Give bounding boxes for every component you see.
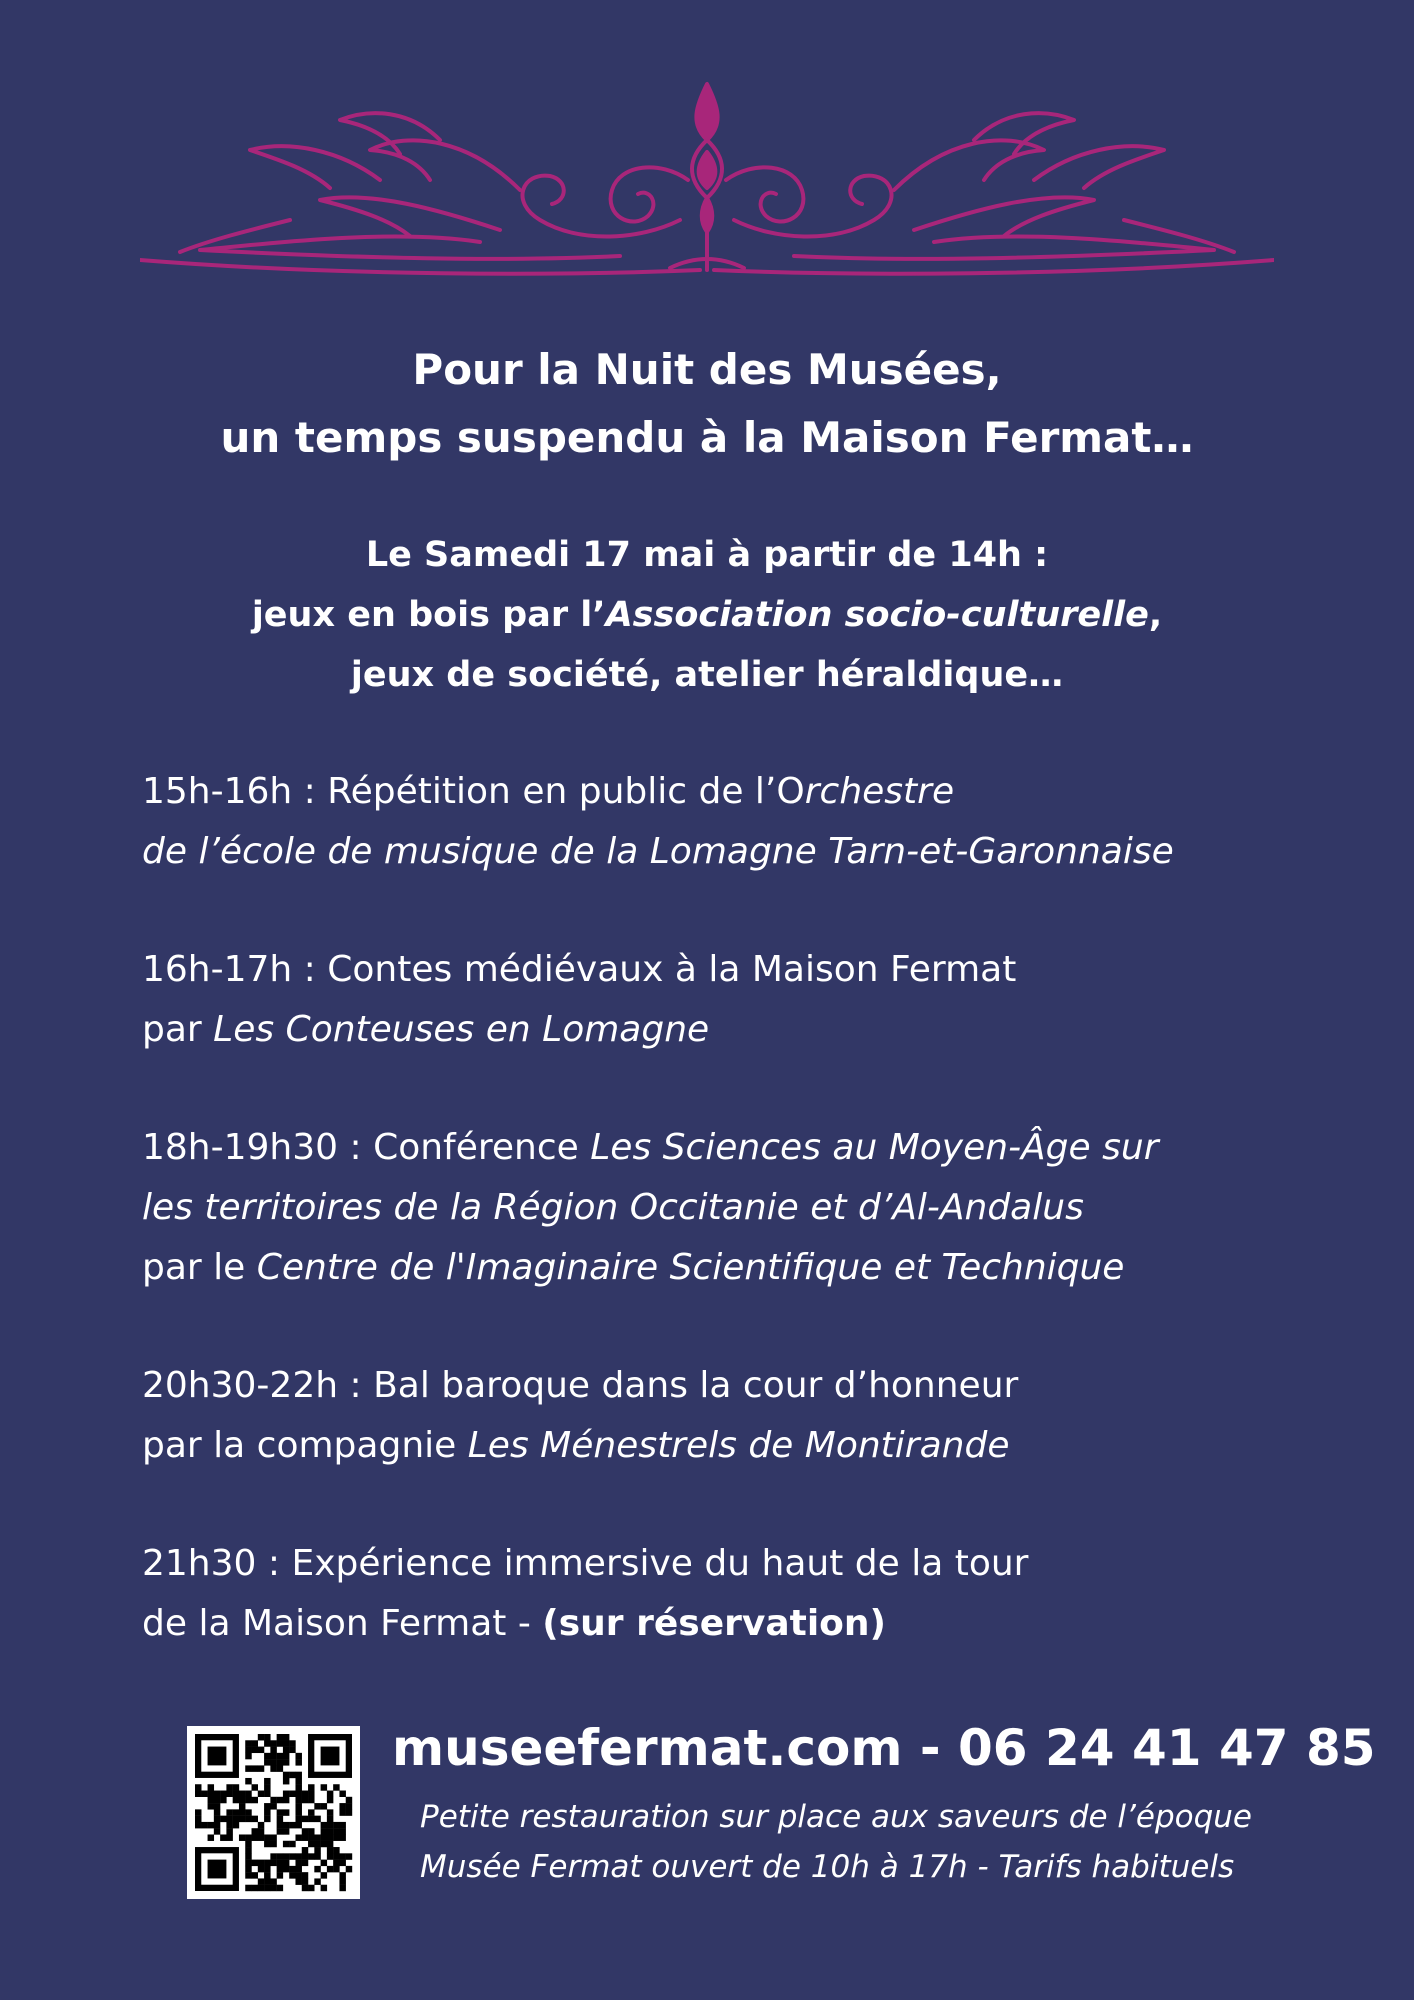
qr-module: [264, 1816, 270, 1822]
qr-module: [277, 1822, 283, 1828]
qr-module: [289, 1872, 295, 1878]
qr-module: [264, 1740, 270, 1746]
qr-module: [195, 1822, 201, 1828]
qr-module: [226, 1809, 232, 1815]
qr-module: [308, 1828, 314, 1834]
qr-module: [321, 1872, 327, 1878]
qr-module: [277, 1885, 283, 1891]
qr-module: [252, 1872, 258, 1878]
qr-module: [308, 1853, 314, 1859]
qr-module: [289, 1822, 295, 1828]
qr-module: [270, 1834, 276, 1840]
qr-module: [258, 1747, 264, 1753]
qr-module: [277, 1872, 283, 1878]
qr-module: [295, 1822, 301, 1828]
qr-module: [283, 1866, 289, 1872]
qr-module: [283, 1759, 289, 1765]
qr-module: [201, 1791, 207, 1797]
qr-module: [333, 1860, 339, 1866]
qr-module: [245, 1753, 251, 1759]
qr-module: [314, 1847, 320, 1853]
qr-module: [252, 1784, 258, 1790]
qr-code-icon[interactable]: [187, 1726, 360, 1899]
qr-module: [302, 1878, 308, 1884]
program-italic-text: Les Sciences au Moyen-Âge sur: [590, 1127, 1159, 1168]
qr-module: [302, 1885, 308, 1891]
qr-module: [252, 1740, 258, 1746]
qr-module: [314, 1866, 320, 1872]
qr-module: [295, 1772, 301, 1778]
qr-module: [239, 1803, 245, 1809]
qr-module: [346, 1797, 352, 1803]
qr-module: [233, 1791, 239, 1797]
headline-line-2: un temps suspendu à la Maison Fermat…: [220, 413, 1194, 462]
qr-module: [214, 1797, 220, 1803]
intro-line-3: jeux de société, atelier héraldique…: [350, 655, 1064, 695]
qr-module: [333, 1847, 339, 1853]
qr-module: [346, 1809, 352, 1815]
program-italic-text: Centre de l'Imaginaire Scientifique et Technique: [256, 1247, 1125, 1288]
qr-module: [245, 1885, 251, 1891]
qr-module: [308, 1797, 314, 1803]
qr-module: [277, 1753, 283, 1759]
qr-module: [283, 1822, 289, 1828]
program-item-line: de l’école de musique de la Lomagne Tarn-et-Garonnaise: [142, 831, 1174, 872]
qr-module: [239, 1791, 245, 1797]
qr-module: [245, 1834, 251, 1840]
qr-module: [346, 1853, 352, 1859]
qr-module: [252, 1885, 258, 1891]
intro-line-1: Le Samedi 17 mai à partir de 14h :: [365, 535, 1049, 575]
qr-module: [277, 1816, 283, 1822]
qr-module: [245, 1866, 251, 1872]
qr-module: [226, 1816, 232, 1822]
qr-module: [233, 1797, 239, 1803]
qr-module: [327, 1816, 333, 1822]
qr-module: [333, 1828, 339, 1834]
qr-module: [258, 1866, 264, 1872]
qr-module: [295, 1778, 301, 1784]
qr-module: [208, 1860, 227, 1879]
baroque-ornament-icon: [140, 80, 1274, 280]
program-item-line: 21h30 : Expérience immersive du haut de la tour: [142, 1543, 1029, 1584]
qr-module: [283, 1753, 289, 1759]
qr-module: [333, 1822, 339, 1828]
program-prefix-text: par la compagnie: [142, 1425, 468, 1466]
qr-module: [270, 1753, 276, 1759]
qr-module: [302, 1828, 308, 1834]
qr-module: [333, 1866, 339, 1872]
qr-module: [239, 1816, 245, 1822]
qr-module: [314, 1803, 320, 1809]
qr-module: [214, 1822, 220, 1828]
qr-module: [220, 1834, 226, 1840]
qr-module: [302, 1834, 308, 1840]
qr-module: [270, 1759, 276, 1765]
headline: [0, 336, 1414, 472]
qr-module: [277, 1740, 283, 1746]
program-prefix-text: de la Maison Fermat -: [142, 1603, 543, 1644]
qr-module: [270, 1765, 276, 1771]
qr-module: [302, 1872, 308, 1878]
qr-module: [252, 1860, 258, 1866]
qr-module: [233, 1784, 239, 1790]
qr-module: [339, 1885, 345, 1891]
program-item-line: [142, 1118, 1292, 1178]
qr-module: [308, 1841, 314, 1847]
qr-module: [302, 1816, 308, 1822]
qr-module: [295, 1784, 301, 1790]
qr-module: [339, 1809, 345, 1815]
qr-module: [226, 1828, 232, 1834]
qr-module: [346, 1803, 352, 1809]
qr-module: [327, 1809, 333, 1815]
qr-module: [208, 1822, 214, 1828]
qr-module: [245, 1747, 251, 1753]
qr-module: [214, 1809, 220, 1815]
qr-module: [264, 1753, 270, 1759]
qr-module: [295, 1809, 301, 1815]
qr-module: [295, 1834, 301, 1840]
qr-module: [327, 1834, 333, 1840]
qr-module: [270, 1740, 276, 1746]
qr-module: [333, 1784, 339, 1790]
qr-module: [327, 1822, 333, 1828]
qr-module: [252, 1765, 258, 1771]
qr-module: [245, 1847, 251, 1853]
qr-module: [195, 1784, 201, 1790]
qr-module: [283, 1860, 289, 1866]
qr-module: [208, 1791, 214, 1797]
program-item: [142, 1356, 1292, 1476]
qr-module: [321, 1747, 340, 1766]
qr-module: [252, 1816, 258, 1822]
program-item-line: 16h-17h : Contes médiévaux à la Maison Fermat: [142, 949, 1017, 990]
qr-module: [208, 1747, 227, 1766]
qr-module: [195, 1816, 201, 1822]
qr-module: [214, 1828, 220, 1834]
program-time-text: 15h-16h : Répétition en public de l’O: [142, 771, 805, 812]
qr-module: [295, 1860, 301, 1866]
qr-module: [283, 1791, 289, 1797]
qr-module: [295, 1866, 301, 1872]
qr-module: [264, 1834, 270, 1840]
qr-module: [233, 1822, 239, 1828]
qr-module: [264, 1809, 270, 1815]
qr-module: [233, 1809, 239, 1815]
qr-module: [289, 1791, 295, 1797]
qr-module: [295, 1791, 301, 1797]
qr-module: [308, 1834, 314, 1840]
association-name: Association socio-culturelle: [605, 595, 1149, 635]
qr-module: [258, 1765, 264, 1771]
qr-module: [314, 1853, 320, 1859]
qr-module: [295, 1872, 301, 1878]
qr-module: [321, 1784, 327, 1790]
qr-module: [283, 1747, 289, 1753]
qr-module: [264, 1860, 270, 1866]
program-item: [142, 762, 1292, 882]
qr-module: [295, 1816, 301, 1822]
qr-module: [283, 1797, 289, 1803]
qr-module: [339, 1791, 345, 1797]
qr-module: [327, 1853, 333, 1859]
qr-module: [245, 1740, 251, 1746]
qr-module: [270, 1878, 276, 1884]
program-item: [142, 940, 1292, 1060]
qr-module: [277, 1809, 283, 1815]
qr-module: [302, 1797, 308, 1803]
qr-module: [283, 1734, 289, 1740]
program-list: [142, 762, 1292, 1654]
qr-module: [245, 1765, 251, 1771]
qr-module: [226, 1822, 232, 1828]
qr-module: [226, 1834, 232, 1840]
qr-module: [201, 1822, 207, 1828]
qr-module: [321, 1860, 327, 1866]
qr-module: [283, 1828, 289, 1834]
qr-module: [283, 1778, 289, 1784]
qr-module: [270, 1841, 276, 1847]
qr-module: [270, 1797, 276, 1803]
program-prefix-text: par: [142, 1009, 214, 1050]
qr-module: [208, 1803, 214, 1809]
qr-module: [289, 1740, 295, 1746]
qr-module: [277, 1797, 283, 1803]
intro-line-2: [0, 585, 1414, 645]
qr-module: [277, 1759, 283, 1765]
qr-module: [233, 1816, 239, 1822]
qr-module: [245, 1778, 251, 1784]
qr-module: [245, 1853, 251, 1859]
qr-module: [245, 1872, 251, 1878]
qr-module: [239, 1809, 245, 1815]
qr-module: [339, 1853, 345, 1859]
qr-module: [258, 1885, 264, 1891]
qr-module: [295, 1853, 301, 1859]
reservation-note: (sur réservation): [542, 1603, 886, 1644]
qr-module: [295, 1759, 301, 1765]
qr-module: [289, 1841, 295, 1847]
qr-module: [258, 1822, 264, 1828]
qr-module: [270, 1803, 276, 1809]
qr-module: [308, 1784, 314, 1790]
footer-note-restauration: Petite restauration sur place aux saveurs de l’époque: [420, 1799, 1253, 1835]
qr-module: [314, 1878, 320, 1884]
qr-module: [295, 1753, 301, 1759]
qr-module: [327, 1797, 333, 1803]
qr-module: [245, 1816, 251, 1822]
qr-module: [314, 1841, 320, 1847]
program-item-line: [142, 1594, 1292, 1654]
program-item-line: [142, 1238, 1292, 1298]
program-item-line: [142, 762, 1292, 822]
qr-module: [277, 1734, 283, 1740]
qr-module: [220, 1816, 226, 1822]
qr-module: [226, 1784, 232, 1790]
qr-module: [283, 1809, 289, 1815]
qr-module: [270, 1853, 276, 1859]
qr-module: [270, 1747, 276, 1753]
qr-module: [252, 1828, 258, 1834]
qr-module: [208, 1797, 214, 1803]
program-item-line: [142, 1000, 1292, 1060]
qr-module: [289, 1853, 295, 1859]
qr-module: [321, 1841, 327, 1847]
qr-module: [214, 1791, 220, 1797]
qr-module: [264, 1759, 270, 1765]
qr-module: [302, 1860, 308, 1866]
qr-module: [295, 1797, 301, 1803]
qr-module: [277, 1860, 283, 1866]
qr-module: [295, 1803, 301, 1809]
qr-module: [289, 1866, 295, 1872]
qr-module: [327, 1841, 333, 1847]
qr-module: [239, 1834, 245, 1840]
qr-module: [264, 1803, 270, 1809]
qr-module: [289, 1747, 295, 1753]
intro-line-2-prefix: jeux en bois par l’: [251, 595, 606, 635]
qr-module: [327, 1866, 333, 1872]
qr-module: [220, 1791, 226, 1797]
qr-module: [308, 1809, 314, 1815]
qr-module: [321, 1822, 327, 1828]
qr-module: [283, 1740, 289, 1746]
qr-module: [295, 1878, 301, 1884]
intro-line-2-suffix: ,: [1148, 595, 1163, 635]
program-item-line: [142, 1416, 1292, 1476]
footer-note-opening-hours: Musée Fermat ouvert de 10h à 17h - Tarifs habituels: [420, 1849, 1235, 1885]
qr-module: [252, 1797, 258, 1803]
qr-module: [264, 1872, 270, 1878]
qr-module: [289, 1772, 295, 1778]
qr-module: [252, 1834, 258, 1840]
qr-module: [277, 1853, 283, 1859]
qr-module: [245, 1841, 251, 1847]
qr-module: [321, 1828, 327, 1834]
qr-module: [346, 1866, 352, 1872]
footer-notes: [420, 1792, 1252, 1892]
qr-module: [264, 1791, 270, 1797]
qr-module: [245, 1791, 251, 1797]
qr-module: [214, 1816, 220, 1822]
qr-module: [258, 1860, 264, 1866]
headline-line-1: Pour la Nuit des Musées,: [412, 345, 1002, 394]
qr-module: [321, 1885, 327, 1891]
qr-module: [195, 1791, 201, 1797]
qr-module: [283, 1853, 289, 1859]
program-item: [142, 1118, 1292, 1298]
qr-module: [258, 1834, 264, 1840]
program-item-line: 20h30-22h : Bal baroque dans la cour d’honneur: [142, 1365, 1019, 1406]
qr-module: [258, 1791, 264, 1797]
qr-module: [245, 1860, 251, 1866]
qr-module: [264, 1866, 270, 1872]
program-item: [142, 1534, 1292, 1654]
contact-line[interactable]: museefermat.com - 06 24 41 47 85: [392, 1719, 1376, 1777]
qr-module: [264, 1734, 270, 1740]
qr-module: [283, 1841, 289, 1847]
qr-module: [333, 1853, 339, 1859]
qr-module: [264, 1885, 270, 1891]
qr-module: [208, 1784, 214, 1790]
qr-module: [302, 1853, 308, 1859]
qr-module: [302, 1847, 308, 1853]
qr-module: [308, 1791, 314, 1797]
qr-module: [220, 1797, 226, 1803]
qr-module: [314, 1834, 320, 1840]
program-italic-text: Les Conteuses en Lomagne: [213, 1009, 710, 1050]
qr-module: [339, 1834, 345, 1840]
qr-module: [327, 1791, 333, 1797]
qr-module: [277, 1828, 283, 1834]
qr-module: [245, 1809, 251, 1815]
qr-module: [277, 1765, 283, 1771]
qr-module: [208, 1834, 214, 1840]
qr-module: [277, 1866, 283, 1872]
program-italic-text: Les Ménestrels de Montirande: [467, 1425, 1010, 1466]
qr-module: [302, 1791, 308, 1797]
qr-module: [252, 1747, 258, 1753]
qr-module: [226, 1791, 232, 1797]
program-item-line: les territoires de la Région Occitanie et d’Al-Andalus: [142, 1187, 1084, 1228]
qr-module: [270, 1860, 276, 1866]
qr-module: [214, 1803, 220, 1809]
qr-module: [327, 1847, 333, 1853]
program-italic-text: rchestre: [804, 771, 955, 812]
qr-module: [314, 1816, 320, 1822]
qr-module: [245, 1797, 251, 1803]
qr-module: [264, 1878, 270, 1884]
qr-module: [264, 1841, 270, 1847]
qr-module: [339, 1822, 345, 1828]
qr-module: [339, 1872, 345, 1878]
intro-block: [0, 525, 1414, 705]
qr-module: [270, 1885, 276, 1891]
qr-module: [339, 1803, 345, 1809]
qr-module: [308, 1816, 314, 1822]
qr-module: [264, 1784, 270, 1790]
qr-module: [258, 1734, 264, 1740]
qr-module: [258, 1878, 264, 1884]
qr-module: [321, 1803, 327, 1809]
qr-module: [283, 1772, 289, 1778]
qr-module: [333, 1834, 339, 1840]
qr-module: [308, 1885, 314, 1891]
qr-module: [264, 1778, 270, 1784]
qr-module: [258, 1828, 264, 1834]
qr-module: [239, 1797, 245, 1803]
program-prefix-text: 18h-19h30 : Conférence: [142, 1127, 591, 1168]
qr-module: [195, 1809, 201, 1815]
qr-module: [339, 1878, 345, 1884]
qr-module: [339, 1860, 345, 1866]
program-prefix-text: par le: [142, 1247, 257, 1288]
qr-module: [321, 1834, 327, 1840]
qr-module: [339, 1828, 345, 1834]
qr-module: [327, 1828, 333, 1834]
